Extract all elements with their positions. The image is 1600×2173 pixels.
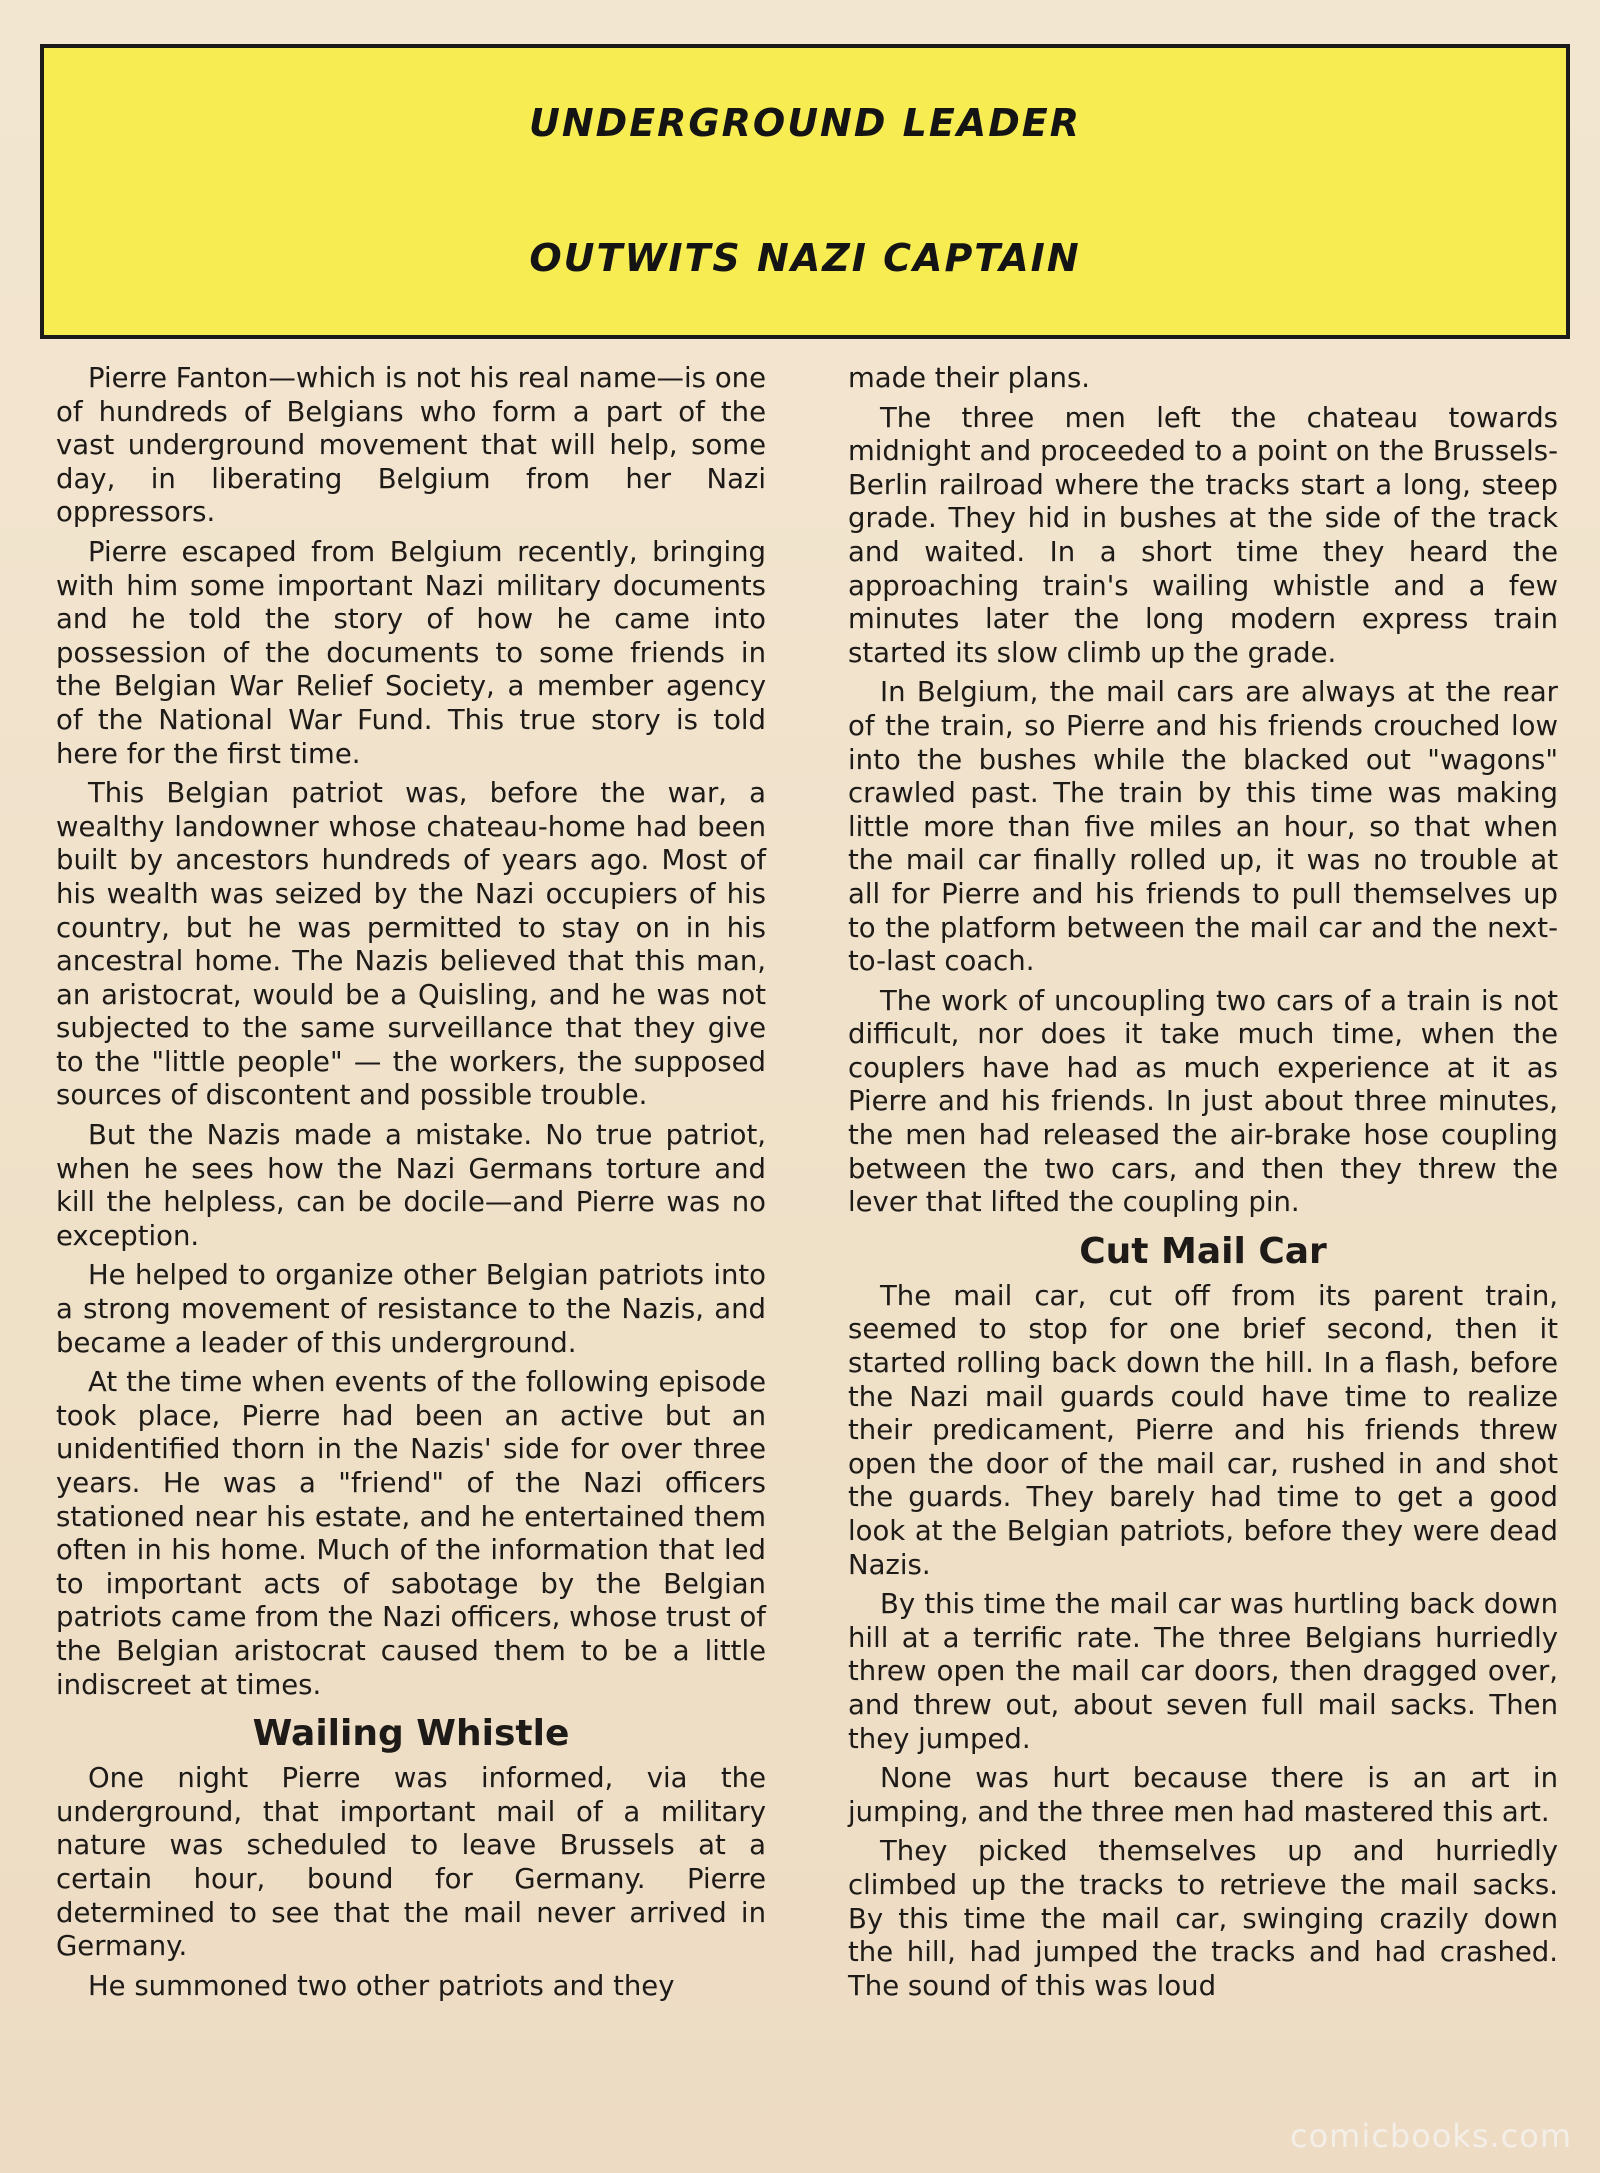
paragraph: Pierre escaped from Belgium recently, bringing with him some important Nazi military documents and he told the story of how he came into possession of the documents to some friends in the Belgian War Relief Society, a member agency of the National War Fund. This true story is told here for the first time.: [56, 535, 766, 770]
section-heading-cut-mail-car: Cut Mail Car: [1079, 1230, 1327, 1272]
paragraph: made their plans.: [848, 362, 1091, 394]
paragraph: Pierre Fanton—which is not his real name—is one of hundreds of Belgians who form a part of the vast underground movement that will help, some day, in liberating Belgium from her Nazi oppressors.: [56, 362, 766, 529]
paragraph: The three men left the chateau towards midnight and proceeded to a point on the Brussels-Berlin railroad where the tracks start a long, steep grade. They hid in bushes at the side of the track and waited. In a short time they heard the approaching train's wailing whistle and a few minutes later the long modern express train started its slow climb up the grade.: [848, 401, 1558, 669]
paragraph: The mail car, cut off from its parent train, seemed to stop for one brief second, then it started rolling back down the hill. In a flash, before the Nazi mail guards could have time to realize their predicament, Pierre and his friends threw open the door of the mail car, rushed in and shot the guards. They barely had time to get a good look at the Belgian patriots, before they were dead Nazis.: [848, 1279, 1558, 1581]
paragraph: None was hurt because there is an art in jumping, and the three men had mastered this art.: [848, 1762, 1558, 1828]
left-column: [56, 362, 766, 2009]
paragraph: One night Pierre was informed, via the underground, that important mail of a military nature was scheduled to leave Brussels at a certain hour, bound for Germany. Pierre determined to see that the mail never arrived in Germany.: [56, 1762, 766, 1963]
paragraph: This Belgian patriot was, before the war, a wealthy landowner whose chateau-home had been built by ancestors hundreds of years ago. Most of his wealth was seized by the Nazi occupiers of his country, but he was permitted to stay on in his ancestral home. The Nazis believed that this man, an aristocrat, would be a Quisling, and he was not subjected to the same surveillance that they give to the "little people" — the workers, the supposed sources of discontent and possible trouble.: [56, 777, 766, 1112]
title-line-2: OUTWITS NAZI CAPTAIN: [529, 236, 1081, 280]
paragraph: By this time the mail car was hurtling back down hill at a terrific rate. The three Belgians hurriedly threw open the mail car doors, then dragged over, and threw out, about seven full mail sacks. Then they jumped.: [848, 1588, 1558, 1755]
watermark: comicbooks.com: [1289, 2117, 1572, 2155]
paragraph: He summoned two other patriots and they: [88, 1969, 675, 2002]
paragraph: They picked themselves up and hurriedly climbed up the tracks to retrieve the mail sacks. By this time the mail car, swinging crazily down the hill, had jumped the tracks and had crashed. The sound of this was loud: [848, 1835, 1558, 2002]
title-line-1: UNDERGROUND LEADER: [529, 101, 1081, 145]
paragraph: He helped to organize other Belgian patriots into a strong movement of resistance to the Nazis, and became a leader of this underground.: [56, 1259, 766, 1359]
paragraph: At the time when events of the following episode took place, Pierre had been an active but an unidentified thorn in the Nazis' side for over three years. He was a "friend" of the Nazi officers stationed near his estate, and he entertained them often in his home. Much of the information that led to important acts of sabotage by the Belgian patriots came from the Nazi officers, whose trust of the Belgian aristocrat caused them to be a little indiscreet at times.: [56, 1366, 766, 1701]
title-banner: [40, 44, 1570, 339]
right-column: [848, 362, 1558, 2009]
paragraph: But the Nazis made a mistake. No true patriot, when he sees how the Nazi Germans torture and kill the helpless, can be docile—and Pierre was no exception.: [56, 1119, 766, 1252]
paragraph: In Belgium, the mail cars are always at the rear of the train, so Pierre and his friends crouched low into the bushes while the blacked out "wagons" crawled past. The train by this time was making little more than five miles an hour, so that when the mail car finally rolled up, it was no trouble at all for Pierre and his friends to pull themselves up to the platform between the mail car and the next-to-last coach.: [848, 676, 1558, 978]
paragraph: The work of uncoupling two cars of a train is not difficult, nor does it take much time, when the couplers have had as much experience at it as Pierre and his friends. In just about three minutes, the men had released the air-brake hose coupling between the two cars, and then they threw the lever that lifted the coupling pin.: [848, 984, 1558, 1219]
section-heading-wailing-whistle: Wailing Whistle: [252, 1713, 570, 1755]
